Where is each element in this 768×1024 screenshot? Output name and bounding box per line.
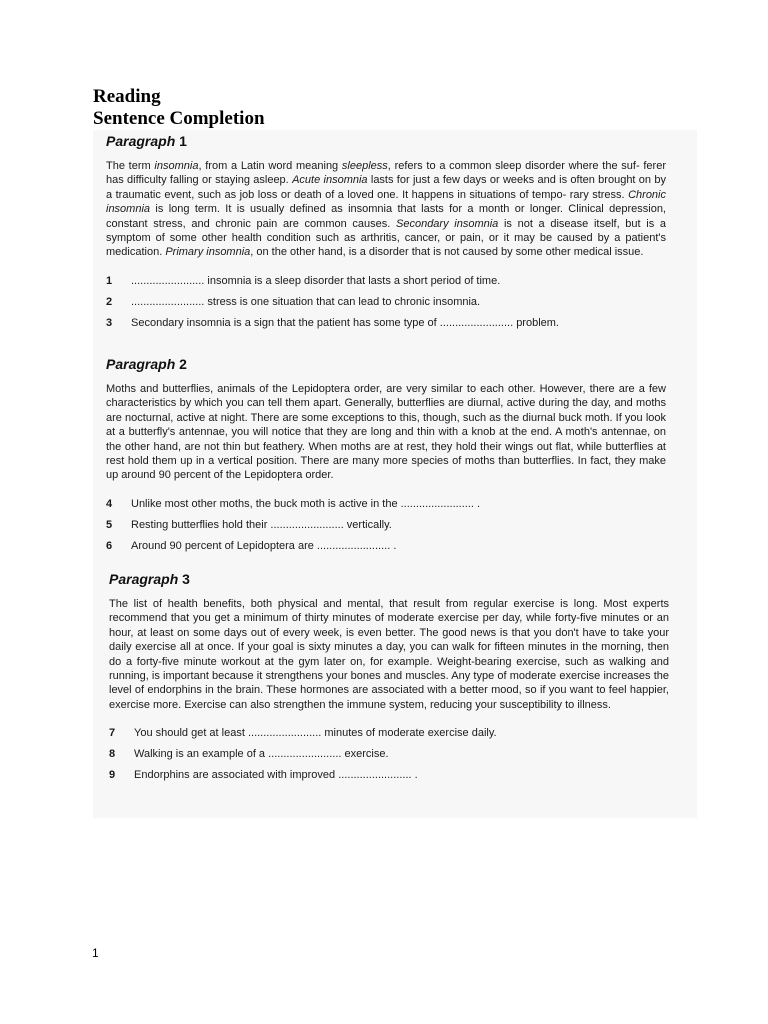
section-heading <box>106 132 666 150</box>
italic-term: Chronic insomnia <box>106 188 666 216</box>
title-line-reading: Reading <box>93 86 161 107</box>
question-number: 5 <box>106 518 113 531</box>
section-heading <box>106 355 666 373</box>
question-item <box>106 274 666 295</box>
question-item <box>109 726 669 747</box>
paragraph-text: lasts for just a few days or weeks and is often brought on by a traumatic event, such as job loss or death of a loved one. It happens in situations of tempo- rary stress. <box>106 174 666 201</box>
question-list <box>106 497 666 560</box>
italic-term: Primary insomnia <box>165 246 251 259</box>
heading-number: 1 <box>179 133 187 149</box>
question-text: Unlike most other moths, the buck moth is active in the ........................ . <box>131 497 481 510</box>
question-text: You should get at least ........................ minutes of moderate exercise daily. <box>134 727 497 740</box>
question-item <box>106 539 666 560</box>
italic-term: Acute insomnia <box>292 174 368 187</box>
section-paragraph-2 <box>106 355 666 560</box>
section-heading <box>109 570 669 588</box>
section-paragraph-1 <box>106 132 666 337</box>
heading-number: 2 <box>179 356 187 372</box>
question-number: 8 <box>109 748 116 761</box>
question-item <box>109 747 669 768</box>
question-number: 9 <box>109 769 116 782</box>
italic-term: insomnia <box>154 160 199 172</box>
paragraph-text: Moths and butterflies, animals of the Lepidoptera order, are very similar to each other. However, there are a few characteristics by which you can tell them apart. Generally, butterflies are diurnal, active during the day, and moths are nocturnal, active at night. There are some exceptions to this, though, such as the diurnal buck moth. If you look at a butterfly's antennae, you will notice that they are long and thin with a knob at the end. A moth's antennae, on the other hand, are not thin but feathery. When moths are at rest, they hold their wings out flat, while butterflies at rest hold them up in a vertical position. There are many more species of moths than butterflies. In fact, they make up around 90 percent of the Lepidoptera order. <box>106 383 666 482</box>
question-text: Secondary insomnia is a sign that the patient has some type of ........................ problem. <box>131 316 559 329</box>
paragraph-text: , on the other hand, is a disorder that is not caused by some other medical issue. <box>250 246 644 259</box>
italic-term: Secondary insomnia <box>396 217 499 230</box>
heading-word: Paragraph <box>109 571 179 587</box>
reading-paragraph <box>106 382 666 483</box>
italic-term: sleepless <box>341 160 388 172</box>
question-item <box>106 497 666 518</box>
question-text: ........................ stress is one situation that can lead to chronic insomnia. <box>131 295 481 308</box>
question-number: 2 <box>106 295 113 308</box>
question-item <box>109 768 669 789</box>
question-number: 4 <box>106 497 113 510</box>
page-number: 1 <box>92 946 99 960</box>
question-text: Endorphins are associated with improved ........................ . <box>134 769 418 782</box>
question-number: 3 <box>106 316 113 329</box>
paragraph-text: The list of health benefits, both physical and mental, that result from regular exercise is long. Most experts recommend that you get a minimum of thirty minutes of moderate exercise per day, while forty-five minutes or an hour, at least on some days out of every week, is even better. The good news is that you don't have to take your daily exercise all at once. If your goal is sixty minutes a day, you can walk for fifteen minutes in the morning, then do a forty-five minute workout at the gym later on, for example. Weight-bearing exercise, such as walking and running, is important because it strengthens your bones and muscles. Any type of moderate exercise increases the level of endorphins in the brain. These hormones are associated with a better mood, so if you want to feel happier, exercise more. Exercise can also strengthen the immune system, reducing your susceptibility to illness. <box>109 598 669 711</box>
question-text: Resting butterflies hold their ........................ vertically. <box>131 518 392 531</box>
heading-number: 3 <box>182 571 190 587</box>
question-item <box>106 518 666 539</box>
document-title <box>93 86 265 130</box>
paragraph-text: is not a disease itself, but is a symptom of some other health condition such as arthritis, cancer, or pain, or it may be caused by a patient's medication. <box>106 217 667 259</box>
question-text: Around 90 percent of Lepidoptera are ........................ . <box>131 539 397 552</box>
exercise-panel <box>93 130 697 818</box>
paragraph-text: , from a Latin word meaning <box>198 160 342 172</box>
reading-paragraph <box>106 159 666 260</box>
reading-paragraph <box>109 597 669 712</box>
question-item <box>106 295 666 316</box>
heading-word: Paragraph <box>106 356 176 372</box>
paragraph-text: The term <box>106 160 155 172</box>
question-number: 6 <box>106 539 113 552</box>
title-line-sentence-completion: Sentence Completion <box>93 108 265 129</box>
question-list <box>106 274 666 337</box>
section-paragraph-3 <box>109 570 669 789</box>
question-item <box>106 316 666 337</box>
question-text: ........................ insomnia is a sleep disorder that lasts a short period of time. <box>131 274 501 287</box>
paragraph-text: , refers to a common sleep disorder where the suf- ferer has difficulty falling or staying asleep. <box>106 160 666 187</box>
question-number: 1 <box>106 274 113 287</box>
question-text: Walking is an example of a ........................ exercise. <box>134 748 389 761</box>
paragraph-text: is long term. It is usually defined as insomnia that lasts for a month or longer. Clinical depression, constant stress, and chronic pain are common causes. <box>106 203 666 230</box>
question-number: 7 <box>109 727 116 740</box>
heading-word: Paragraph <box>106 133 176 149</box>
question-list <box>109 726 669 789</box>
